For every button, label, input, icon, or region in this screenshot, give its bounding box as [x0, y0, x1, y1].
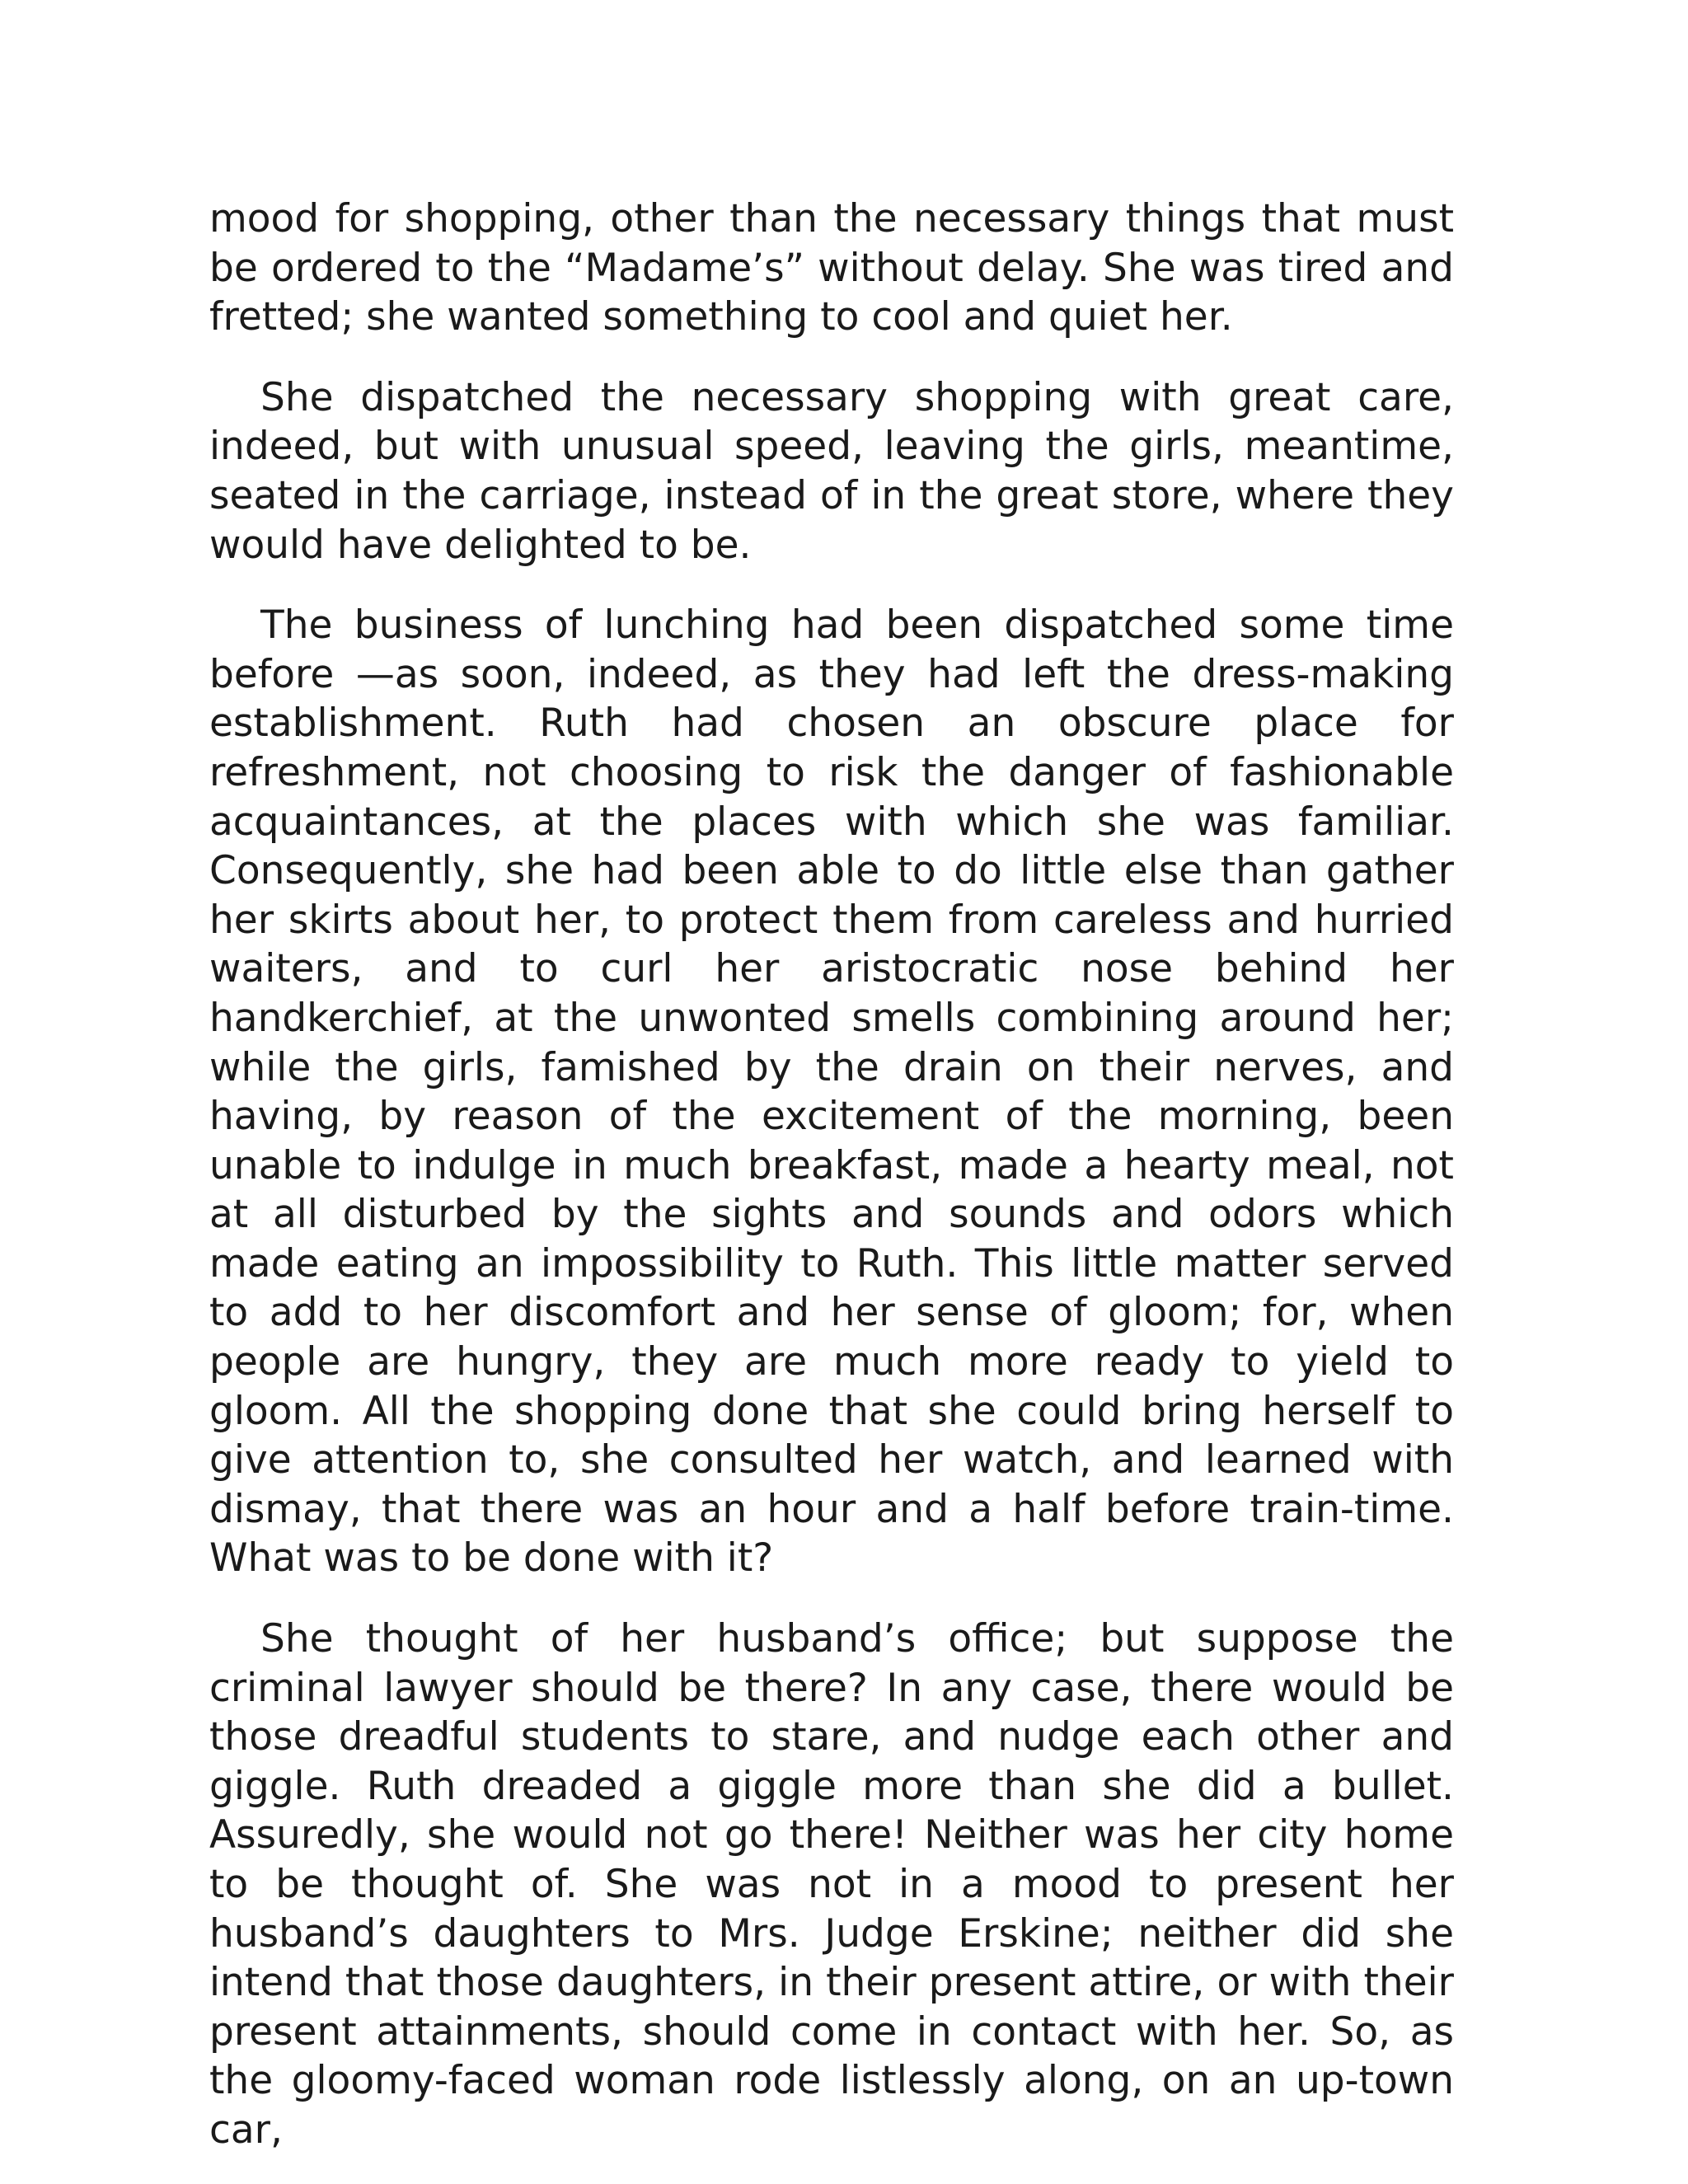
paragraph-2: She dispatched the necessary shopping with great care, indeed, but with unusual speed, leaving the girls, meantime, seated in the carriage, instead of in the great store, where they would have delighted to be.: [209, 374, 1454, 568]
book-page: [209, 194, 1454, 2155]
paragraph-3: The business of lunching had been dispatched some time before —as soon, indeed, as they had left the dress-making establishment. Ruth had chosen an obscure place for refreshment, not choosing to risk the danger of fashionable acquaintances, at the places with which she was familiar. Consequently, she had been able to do little else than gather her skirts about her, to protect them from careless and hurried waiters, and to curl her aristocratic nose behind her handkerchief, at the unwonted smells combining around her; while the girls, famished by the drain on their nerves, and having, by reason of the excitement of the morning, been unable to indulge in much breakfast, made a hearty meal, not at all disturbed by the sights and sounds and odors which made eating an impossibility to Ruth. This little matter served to add to her discomfort and her sense of gloom; for, when people are hungry, they are much more ready to yield to gloom. All the shopping done that she could bring herself to give attention to, she consulted her watch, and learned with dismay, that there was an hour and a half before train-time. What was to be done with it?: [209, 602, 1454, 1582]
paragraph-4: She thought of her husband’s office; but suppose the criminal lawyer should be there? In any case, there would be those dreadful students to stare, and nudge each other and giggle. Ruth dreaded a giggle more than she did a bullet. Assuredly, she would not go there! Neither was her city home to be thought of. She was not in a mood to present her husband’s daughters to Mrs. Judge Erskine; neither did she intend that those daughters, in their present attire, or with their present attainments, should come in contact with her. So, as the gloomy-faced woman rode listlessly along, on an up-town car,: [209, 1616, 1454, 2153]
paragraph-1: mood for shopping, other than the necessary things that must be ordered to the “Madame’s” without delay. She was tired and fretted; she wanted something to cool and quiet her.: [209, 196, 1454, 340]
